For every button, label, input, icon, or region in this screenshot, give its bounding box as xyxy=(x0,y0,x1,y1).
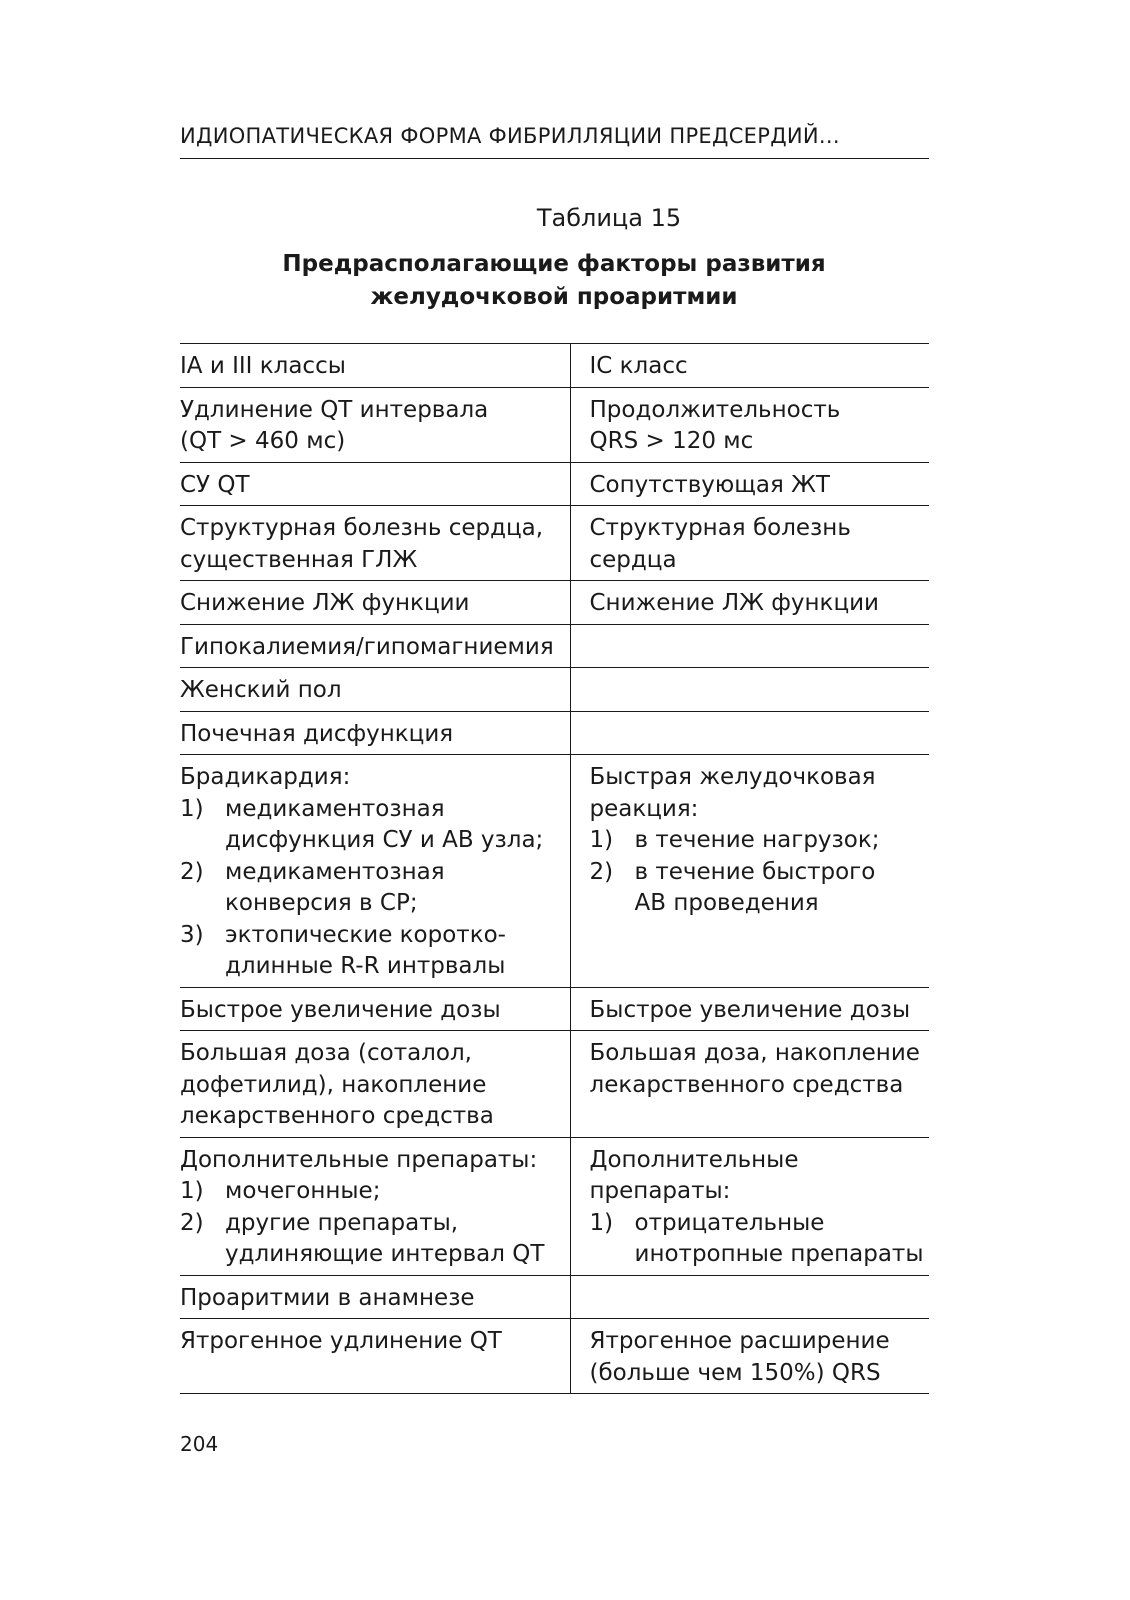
cell-line: препараты: xyxy=(589,1178,731,1204)
cell-line: Быстрое увеличение дозы xyxy=(589,996,911,1023)
cell-line: длинные R-R интрвалы xyxy=(225,953,506,979)
cell-line: дисфункция СУ и АВ узла; xyxy=(225,827,544,853)
cell-class-ia-iii xyxy=(180,624,570,668)
cell-line: СУ QT xyxy=(180,471,250,498)
table-row xyxy=(180,624,929,668)
list-number: 3) xyxy=(180,921,204,948)
list-number: 2) xyxy=(180,858,204,885)
list-item-text xyxy=(635,825,930,857)
list-item-text xyxy=(635,1208,930,1271)
table-number: Таблица 15 xyxy=(536,204,682,232)
cell-class-ia-iii xyxy=(180,987,570,1031)
cell-line: медикаментозная xyxy=(225,858,445,885)
cell-class-ia-iii xyxy=(180,1319,570,1394)
cell-class-ic xyxy=(570,987,929,1031)
table-row xyxy=(180,506,929,581)
list-item xyxy=(180,857,558,920)
list-number: 1) xyxy=(180,795,204,822)
cell-class-ia-iii xyxy=(180,711,570,755)
list-number: 1) xyxy=(589,827,614,853)
column-header-class-ic: IC класс xyxy=(570,344,929,388)
table-title xyxy=(180,248,928,314)
cell-line: другие препараты, xyxy=(225,1209,459,1236)
cell-line: медикаментозная xyxy=(225,795,445,822)
cell-line: Большая доза, накопление xyxy=(589,1040,920,1066)
cell-line: Структурная болезнь сердца, xyxy=(180,515,544,541)
cell-line: Продолжительность xyxy=(589,396,841,423)
cell-class-ia-iii xyxy=(180,1275,570,1319)
cell-line: Дополнительные xyxy=(589,1146,799,1173)
cell-line: удлиняющие интервал QT xyxy=(225,1241,545,1267)
cell-line: Почечная дисфункция xyxy=(180,720,454,747)
cell-class-ic xyxy=(570,387,929,462)
cell-line: Дополнительные препараты: xyxy=(180,1146,538,1173)
table-row xyxy=(180,668,929,712)
list-item-text xyxy=(225,920,558,983)
list-item xyxy=(180,920,558,983)
cell-line: Ятрогенное расширение xyxy=(589,1328,890,1354)
table-row xyxy=(180,1319,929,1394)
table-row xyxy=(180,462,929,506)
list-item xyxy=(590,857,930,920)
cell-line: лекарственного средства xyxy=(180,1103,494,1129)
cell-line: отрицательные xyxy=(634,1209,825,1236)
list-item-text xyxy=(225,857,558,920)
cell-line: QRS > 120 мс xyxy=(589,428,754,454)
factors-table xyxy=(180,343,929,1394)
cell-line: Снижение ЛЖ функции xyxy=(180,590,470,616)
cell-line: Сопутствующая ЖТ xyxy=(589,471,830,498)
cell-class-ia-iii xyxy=(180,462,570,506)
cell-line: дофетилид), накопление xyxy=(180,1071,487,1098)
cell-class-ia-iii xyxy=(180,1031,570,1138)
cell-line: конверсия в СР; xyxy=(225,890,418,916)
cell-class-ic xyxy=(570,1275,929,1319)
cell-line: мочегонные; xyxy=(225,1178,381,1204)
table-row xyxy=(180,1275,929,1319)
cell-line: Удлинение QT интервала xyxy=(180,396,489,423)
cell-line: Структурная болезнь xyxy=(589,515,851,541)
cell-line: АВ проведения xyxy=(634,890,819,916)
cell-class-ia-iii xyxy=(180,387,570,462)
list-item xyxy=(590,1208,930,1271)
header-rule xyxy=(180,158,929,159)
list-item xyxy=(180,794,558,857)
cell-line: эктопические коротко- xyxy=(225,921,506,948)
cell-line: лекарственного средства xyxy=(589,1071,904,1098)
table-title-line: Предрасполагающие факторы развития xyxy=(282,251,826,277)
numbered-list xyxy=(590,825,930,920)
list-item-text xyxy=(225,794,558,857)
cell-line: сердца xyxy=(589,546,677,573)
table-row xyxy=(180,987,929,1031)
cell-line: Ятрогенное удлинение QT xyxy=(180,1328,502,1354)
list-number: 1) xyxy=(180,1178,204,1204)
table-row xyxy=(180,711,929,755)
list-item xyxy=(590,825,930,857)
cell-class-ic xyxy=(570,1319,929,1394)
cell-line: Большая доза (соталол, xyxy=(180,1040,472,1066)
table-title-line: желудочковой проаритмии xyxy=(370,284,738,310)
list-item xyxy=(180,1208,558,1271)
cell-line: Гипокалиемия/гипомагниемия xyxy=(180,633,554,660)
list-item-text xyxy=(225,1176,558,1208)
cell-class-ia-iii xyxy=(180,755,570,988)
table-row xyxy=(180,387,929,462)
running-header: ИДИОПАТИЧЕСКАЯ ФОРМА ФИБРИЛЛЯЦИИ ПРЕДСЕРДИЙ... xyxy=(180,124,840,148)
cell-line: Быстрое увеличение дозы xyxy=(180,996,501,1023)
cell-class-ia-iii xyxy=(180,506,570,581)
cell-class-ic xyxy=(570,462,929,506)
cell-line: Снижение ЛЖ функции xyxy=(589,590,879,616)
table-header-row xyxy=(180,344,929,388)
cell-class-ic xyxy=(570,1137,929,1275)
cell-line: существенная ГЛЖ xyxy=(180,546,418,573)
cell-class-ic xyxy=(570,624,929,668)
list-number: 1) xyxy=(589,1209,614,1236)
cell-line: Быстрая желудочковая xyxy=(589,764,876,790)
numbered-list xyxy=(590,1208,930,1271)
cell-line: в течение быстрого xyxy=(634,858,876,885)
cell-class-ic xyxy=(570,1031,929,1138)
table-row xyxy=(180,755,929,988)
cell-class-ic xyxy=(570,668,929,712)
table-row xyxy=(180,581,929,625)
cell-line: реакция: xyxy=(589,795,699,822)
column-header-class-ia-iii: IA и III классы xyxy=(180,353,346,379)
list-item xyxy=(180,1176,558,1208)
cell-line: Женский пол xyxy=(180,677,342,703)
cell-class-ic xyxy=(570,711,929,755)
cell-line: (QT > 460 мс) xyxy=(180,428,346,454)
list-number: 2) xyxy=(589,858,614,885)
cell-class-ia-iii xyxy=(180,668,570,712)
page-number: 204 xyxy=(180,1432,219,1456)
list-number: 2) xyxy=(180,1209,204,1236)
table-row xyxy=(180,1137,929,1275)
cell-line: инотропные препараты xyxy=(634,1241,924,1267)
cell-line: в течение нагрузок; xyxy=(634,827,880,853)
cell-class-ic xyxy=(570,755,929,988)
cell-class-ic xyxy=(570,506,929,581)
table-row xyxy=(180,1031,929,1138)
cell-class-ia-iii xyxy=(180,581,570,625)
numbered-list xyxy=(180,1176,558,1271)
list-item-text xyxy=(635,857,930,920)
cell-class-ia-iii xyxy=(180,1137,570,1275)
cell-line: Брадикардия: xyxy=(180,764,351,790)
cell-line: (больше чем 150%) QRS xyxy=(589,1359,881,1386)
cell-line: Проаритмии в анамнезе xyxy=(180,1284,475,1311)
list-item-text xyxy=(225,1208,558,1271)
cell-class-ic xyxy=(570,581,929,625)
numbered-list xyxy=(180,794,558,983)
